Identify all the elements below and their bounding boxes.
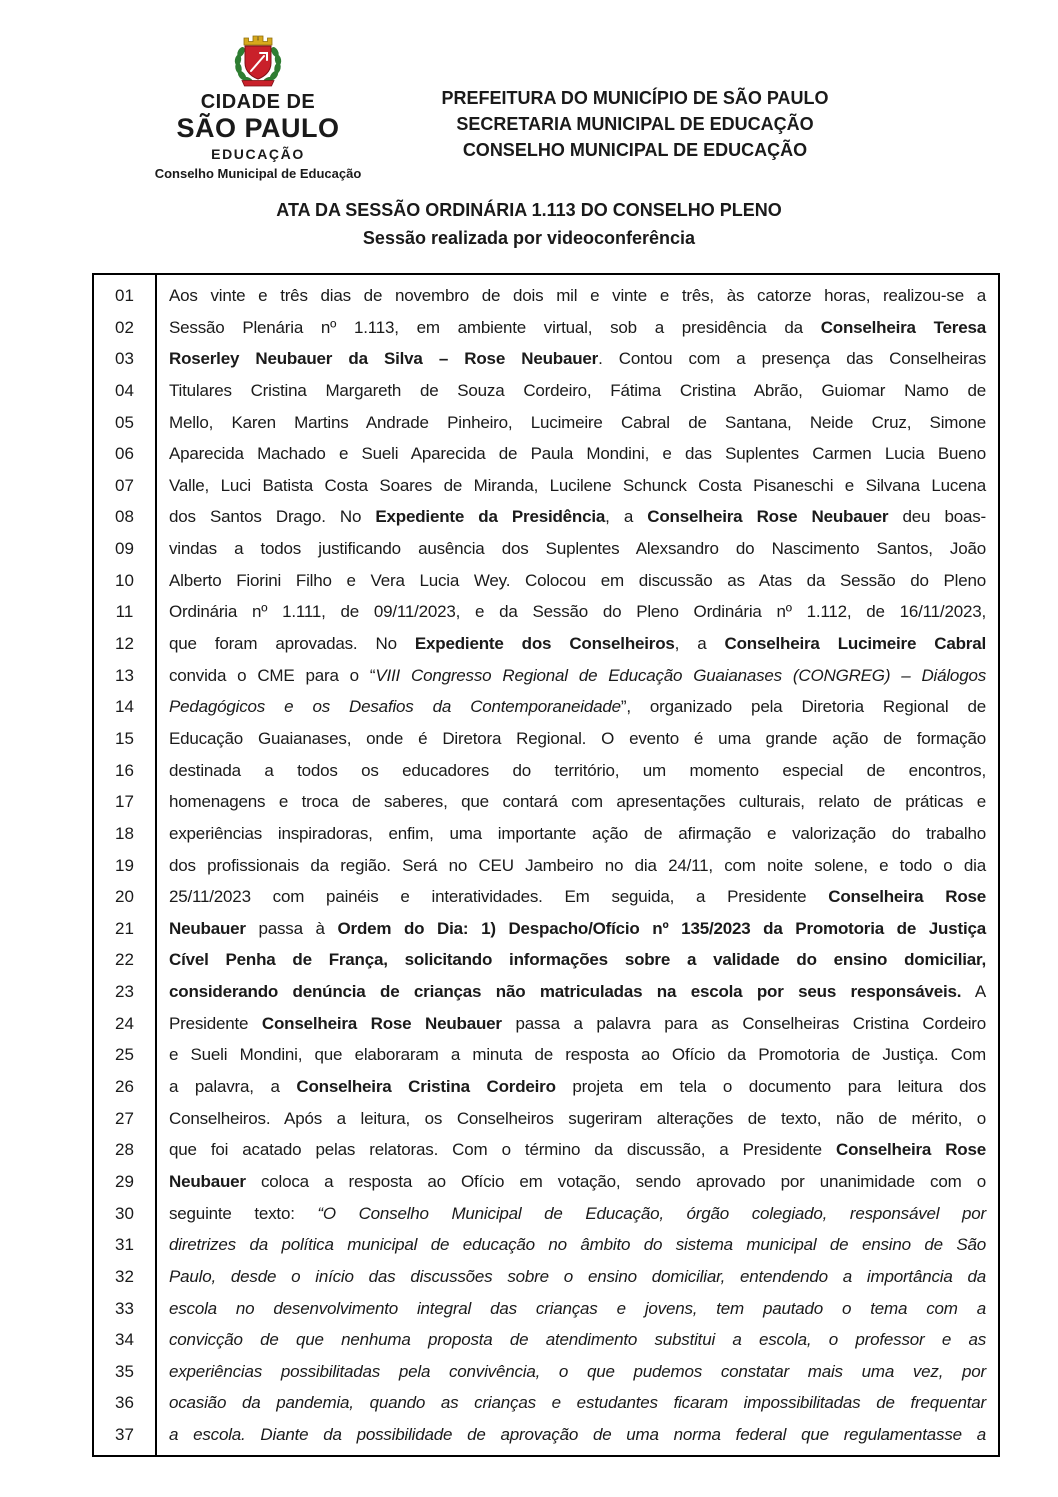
- text-segment: Expediente da Presidência: [375, 507, 606, 527]
- line-number: 33: [115, 1298, 134, 1318]
- line-text: [155, 913, 998, 945]
- line-text: [155, 565, 998, 597]
- table-row: [94, 1229, 998, 1261]
- line-text: [155, 596, 998, 628]
- text-segment: Neubauer: [169, 918, 246, 938]
- line-number: 07: [115, 475, 134, 495]
- text-segment: seguinte texto:: [169, 1203, 318, 1223]
- table-row: [94, 1198, 998, 1230]
- title-line-2: Sessão realizada por videoconferência: [362, 228, 696, 248]
- line-number: 06: [115, 444, 134, 464]
- line-number: 32: [115, 1266, 134, 1286]
- line-number: 35: [115, 1361, 134, 1381]
- line-text: [155, 1387, 998, 1419]
- text-segment: ”, organizado pela Diretoria Regional de: [620, 697, 986, 717]
- line-number: 28: [115, 1140, 134, 1160]
- line-text: [155, 1071, 998, 1103]
- line-text: [155, 755, 998, 787]
- text-segment: Conselheira Rose Neubauer: [261, 1013, 502, 1033]
- table-row: [94, 1356, 998, 1388]
- line-text: [155, 1419, 998, 1451]
- text-segment: vindas a todos justificando ausência dos Suplentes Alexsandro do Nascimento Santos, João: [169, 539, 986, 559]
- line-number: 17: [115, 792, 134, 812]
- line-text: [155, 280, 998, 312]
- line-number: 09: [115, 539, 134, 559]
- line-text: [155, 1103, 998, 1135]
- line-text: [155, 976, 998, 1008]
- line-number: 13: [115, 665, 134, 685]
- text-segment: Neubauer: [169, 1171, 246, 1191]
- table-row: [94, 1103, 998, 1135]
- table-row: [94, 691, 998, 723]
- table-row: [94, 407, 998, 439]
- text-segment: Valle, Luci Batista Costa Soares de Miranda, Lucilene Schunck Costa Pisaneschi e Silvana Lucena: [169, 475, 986, 495]
- line-text: [155, 470, 998, 502]
- text-segment: experiências possibilitadas pela convivência, o que pudemos constatar mais uma vez, por: [169, 1361, 986, 1381]
- line-number: 31: [115, 1235, 134, 1255]
- line-number: 20: [115, 887, 134, 907]
- line-text: [155, 818, 998, 850]
- text-segment: Pedagógicos e os Desafios da Contemporaneidade: [169, 697, 621, 717]
- text-segment: Alberto Fiorini Filho e Vera Lucia Wey. Colocou em discussão as Atas da Sessão do Pleno: [169, 570, 986, 590]
- table-row: [94, 1324, 998, 1356]
- line-number: 01: [115, 286, 134, 305]
- line-number: 12: [115, 634, 134, 654]
- line-text: [155, 1324, 998, 1356]
- line-number: 34: [115, 1330, 134, 1350]
- line-text: [155, 312, 998, 344]
- text-segment: convida o CME para o “: [169, 665, 376, 685]
- text-segment: , a: [605, 507, 648, 527]
- table-row: [94, 755, 998, 787]
- logo-text-sao-paulo: SÃO PAULO: [176, 113, 340, 143]
- text-segment: . Contou com a presença das Conselheiras: [598, 349, 986, 369]
- table-row: [94, 881, 998, 913]
- table-row: [94, 596, 998, 628]
- table-row: [94, 280, 998, 312]
- text-segment: Paulo, desde o início das discussões sobre o ensino domiciliar, entendendo a importância da: [169, 1266, 986, 1286]
- table-row: [94, 1008, 998, 1040]
- line-text: [155, 1008, 998, 1040]
- sao-paulo-coat-of-arms-icon: [227, 31, 289, 89]
- line-number: 22: [115, 950, 134, 970]
- org-line-conselho: CONSELHO MUNICIPAL DE EDUCAÇÃO: [462, 140, 808, 160]
- line-text: [155, 691, 998, 723]
- table-row: [94, 1039, 998, 1071]
- line-text: [155, 1356, 998, 1388]
- text-segment: que foram aprovadas. No: [169, 634, 415, 654]
- table-row: [94, 1293, 998, 1325]
- line-number: 23: [115, 982, 134, 1002]
- text-segment: Aos vinte e três dias de novembro de dois mil e vinte e três, às catorze horas, realizou-se a: [169, 286, 986, 305]
- title-line-1: ATA DA SESSÃO ORDINÁRIA 1.113 DO CONSELHO PLENO: [276, 200, 782, 220]
- text-segment: que foi acatado pelas relatoras. Com o término da discussão, a Presidente: [169, 1140, 837, 1160]
- table-row: [94, 565, 998, 597]
- table-row: [94, 944, 998, 976]
- table-row: [94, 533, 998, 565]
- logo-text-cidade-de: CIDADE DE: [200, 91, 316, 113]
- line-text: [155, 660, 998, 692]
- text-segment: Aparecida Machado e Sueli Aparecida de Paula Mondini, e das Suplentes Carmen Lucia Bueno: [169, 444, 986, 464]
- text-segment: Mello, Karen Martins Andrade Pinheiro, Lucimeire Cabral de Santana, Neide Cruz, Simone: [169, 412, 986, 432]
- line-text: [155, 1134, 998, 1166]
- text-segment: ocasião da pandemia, quando as crianças e estudantes ficaram impossibilitadas de frequentar: [169, 1393, 986, 1413]
- line-number: 03: [115, 349, 134, 369]
- table-row: [94, 723, 998, 755]
- text-segment: VIII Congresso Regional de Educação Guaianases (CONGREG) – Diálogos: [375, 665, 986, 685]
- document-title: [0, 196, 1058, 252]
- line-text: [155, 1198, 998, 1230]
- line-number: 27: [115, 1108, 134, 1128]
- text-segment: homenagens e troca de saberes, que contará com apresentações culturais, relato de práticas e: [169, 792, 986, 812]
- line-text: [155, 407, 998, 439]
- text-segment: dos Santos Drago. No: [169, 507, 376, 527]
- text-segment: 25/11/2023 com painéis e interatividades. Em seguida, a Presidente: [169, 887, 829, 907]
- text-segment: experiências inspiradoras, enfim, uma importante ação de afirmação e valorização do trabalho: [169, 823, 986, 843]
- line-number: 21: [115, 918, 134, 938]
- text-segment: , a: [674, 634, 725, 654]
- text-segment: Conselheira Rose: [828, 887, 987, 907]
- line-number: 19: [115, 855, 134, 875]
- line-text: [155, 723, 998, 755]
- text-segment: diretrizes da política municipal de educação no âmbito do sistema municipal de ensino de São: [169, 1235, 986, 1255]
- line-number: 02: [115, 317, 134, 337]
- logo-text-conselho: Conselho Municipal de Educação: [154, 166, 362, 181]
- table-row: [94, 660, 998, 692]
- text-segment: Cível Penha de França, solicitando informações sobre a validade do ensino domiciliar,: [169, 950, 986, 970]
- line-number: 14: [115, 697, 134, 717]
- text-segment: coloca a resposta ao Ofício em votação, sendo aprovado por unanimidade com o: [245, 1171, 986, 1191]
- line-text: [155, 1229, 998, 1261]
- line-text: [155, 501, 998, 533]
- line-number: 36: [115, 1393, 134, 1413]
- text-segment: Conselheira Rose Neubauer: [647, 507, 889, 527]
- text-segment: projeta em tela o documento para leitura dos: [555, 1077, 986, 1097]
- text-segment: Conselheira Lucimeire Cabral: [724, 634, 986, 654]
- text-segment: Sessão Plenária nº 1.113, em ambiente virtual, sob a presidência da: [169, 317, 821, 337]
- line-text: [155, 375, 998, 407]
- line-number: 30: [115, 1203, 134, 1223]
- line-number: 04: [115, 380, 134, 400]
- table-row: [94, 786, 998, 818]
- table-row: [94, 438, 998, 470]
- line-number: 37: [115, 1425, 134, 1445]
- line-number: 15: [115, 728, 134, 748]
- text-segment: e Sueli Mondini, que elaboraram a minuta de resposta ao Ofício da Promotoria de Justiça. Com: [169, 1045, 986, 1065]
- line-text: [155, 881, 998, 913]
- text-segment: escola no desenvolvimento integral das crianças e jovens, tem pautado o tema com a: [169, 1298, 986, 1318]
- line-text: [155, 944, 998, 976]
- text-segment: deu boas-: [888, 507, 986, 527]
- line-text: [155, 1039, 998, 1071]
- logo-text-educacao: EDUCAÇÃO: [211, 146, 305, 162]
- table-row: [94, 818, 998, 850]
- text-segment: Conselheiros. Após a leitura, os Conselheiros sugeriram alterações de texto, não de mérito, o: [169, 1108, 986, 1128]
- text-segment: dos profissionais da região. Será no CEU Jambeiro no dia 24/11, com noite solene, e todo o dia: [169, 855, 986, 875]
- text-segment: Titulares Cristina Margareth de Souza Cordeiro, Fátima Cristina Abrão, Guiomar Namo de: [169, 380, 986, 400]
- org-header: [385, 85, 885, 163]
- text-segment: Ordem do Dia: 1) Despacho/Ofício nº 135/2023 da Promotoria de Justiça: [337, 918, 986, 938]
- line-number: 11: [115, 602, 134, 622]
- text-segment: A: [961, 982, 986, 1002]
- text-segment: destinada a todos os educadores do território, um momento especial de encontros,: [169, 760, 986, 780]
- table-row: [94, 1419, 998, 1451]
- line-number: 29: [115, 1171, 134, 1191]
- text-segment: considerando denúncia de crianças não matriculadas na escola por seus responsáveis.: [169, 982, 962, 1002]
- line-text: [155, 850, 998, 882]
- table-row: [94, 1261, 998, 1293]
- text-segment: Roserley Neubauer da Silva – Rose Neubauer: [169, 349, 599, 369]
- table-row: [94, 312, 998, 344]
- table-row: [94, 1134, 998, 1166]
- line-number: 18: [115, 823, 134, 843]
- text-segment: Expediente dos Conselheiros: [414, 634, 675, 654]
- table-row: [94, 913, 998, 945]
- table-row: [94, 375, 998, 407]
- line-text: [155, 1293, 998, 1325]
- table-row: [94, 976, 998, 1008]
- line-number: 26: [115, 1077, 134, 1097]
- text-segment: Ordinária nº 1.111, de 09/11/2023, e da Sessão do Pleno Ordinária nº 1.112, de 16/11/2023,: [169, 602, 986, 622]
- line-number: 10: [115, 570, 134, 590]
- text-segment: Presidente: [169, 1013, 262, 1033]
- text-segment: passa a palavra para as Conselheiras Cristina Cordeiro: [501, 1013, 986, 1033]
- line-number: 24: [115, 1013, 134, 1033]
- line-number: 25: [115, 1045, 134, 1065]
- logo-block: [148, 31, 368, 180]
- text-segment: a palavra, a: [169, 1077, 297, 1097]
- line-number: 08: [115, 507, 134, 527]
- line-number: 05: [115, 412, 134, 432]
- text-segment: Educação Guaianases, onde é Diretora Regional. O evento é uma grande ação de formação: [169, 728, 986, 748]
- line-text: [155, 533, 998, 565]
- line-number: 16: [115, 760, 134, 780]
- org-line-prefeitura: PREFEITURA DO MUNICÍPIO DE SÃO PAULO: [441, 88, 829, 108]
- text-segment: Conselheira Rose: [836, 1140, 987, 1160]
- table-row: [94, 470, 998, 502]
- table-row: [94, 1387, 998, 1419]
- line-text: [155, 1166, 998, 1198]
- line-text: [155, 786, 998, 818]
- line-text: [155, 343, 998, 375]
- table-row: [94, 850, 998, 882]
- line-text: [155, 438, 998, 470]
- line-text: [155, 628, 998, 660]
- table-row: [94, 501, 998, 533]
- text-segment: convicção de que nenhuma proposta de atendimento substitui a escola, o professor e as: [169, 1330, 986, 1350]
- text-segment: “O Conselho Municipal de Educação, órgão colegiado, responsável por: [317, 1203, 986, 1223]
- table-row: [94, 628, 998, 660]
- table-row: [94, 1166, 998, 1198]
- line-text: [155, 1261, 998, 1293]
- text-segment: Conselheira Cristina Cordeiro: [296, 1077, 556, 1097]
- table-row: [94, 343, 998, 375]
- text-segment: Conselheira Teresa: [820, 317, 986, 337]
- minutes-table: [92, 273, 1000, 1457]
- text-segment: passa à: [245, 918, 338, 938]
- org-line-secretaria: SECRETARIA MUNICIPAL DE EDUCAÇÃO: [456, 114, 814, 134]
- table-row: [94, 1071, 998, 1103]
- text-segment: a escola. Diante da possibilidade de aprovação de uma norma federal que regulamentasse a: [169, 1425, 986, 1445]
